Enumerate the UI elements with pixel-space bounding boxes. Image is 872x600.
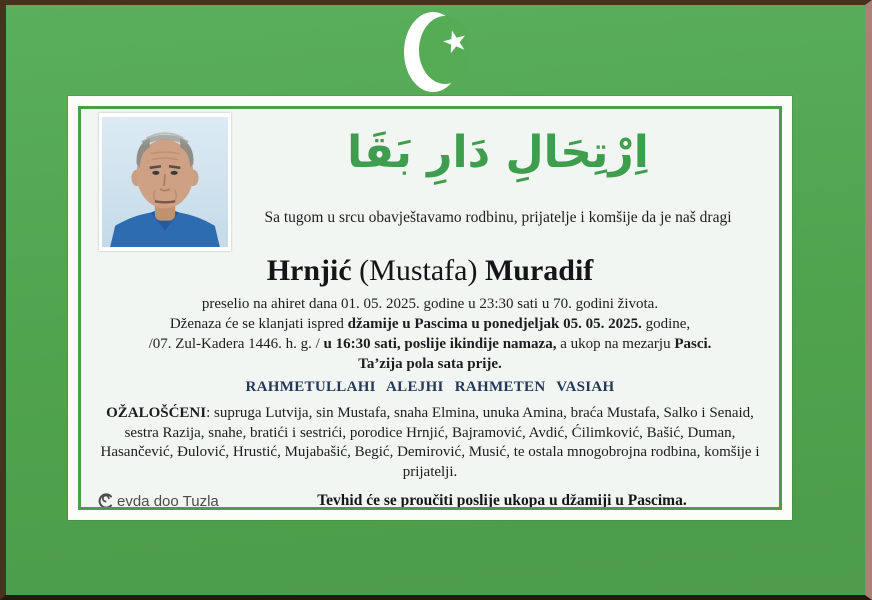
- tazija-line: Ta’zija pola sata prije.: [358, 356, 502, 372]
- agency-signature: [97, 492, 283, 510]
- card-header-row: [99, 113, 765, 251]
- sevda-logo-icon: [97, 492, 115, 510]
- calligraphy-column: [231, 113, 765, 251]
- intro-text: Sa tugom u srcu obavještavamo rodbinu, prijatelje i komšije da je naš dragi: [264, 209, 732, 226]
- portrait-photo: [99, 113, 231, 251]
- funeral-details-line: Dženaza će se klanjati ispred džamije u Pascima u ponedjeljak 05. 05. 2025. godine,: [169, 316, 691, 332]
- deceased-given-name: Muradif: [484, 254, 594, 287]
- agency-name: evda doo Tuzla: [117, 492, 219, 510]
- crescent-and-star-icon: [402, 10, 476, 94]
- card-footer-row: [97, 492, 761, 510]
- card-frame: [78, 106, 782, 510]
- hijri-date-line: /07. Zul-Kadera 1446. h. g. / u 16:30 sati, poslije ikindije namaza, a ukop na mezarju Pasci.: [148, 336, 712, 352]
- deceased-father-name: (Mustafa): [351, 254, 485, 287]
- memorial-card: [68, 96, 792, 520]
- death-details-line: preselio na ahiret dana 01. 05. 2025. godine u 23:30 sati u 70. godini života.: [201, 296, 659, 312]
- deceased-name: [81, 253, 779, 289]
- deceased-surname: Hrnjić: [266, 254, 352, 287]
- tevhid-note: Tevhid će se proučiti poslije ukopa u džamiji u Pascima.: [317, 492, 687, 509]
- arabic-calligraphy: اِرْتِحَالِ دَارِ بَقَا: [347, 127, 649, 178]
- announcement-lines: [89, 294, 771, 374]
- prayer-text: RAHMETULLAHI ALEJHI RAHMETEN VASIAH: [245, 379, 615, 395]
- mourners-paragraph: [99, 404, 761, 482]
- mourners-list: : supruga Lutvija, sin Mustafa, snaha Elmina, unuka Amina, braća Mustafa, Salko i Senaid, sestra Razija, snahe, bratići i sestrići, porodice Hrnjić, Bajramović, Avdić, Ćilimković, Bašić, Duman, Hasančević, Đulović, Hrustić, Mujabašić, Begić, Demirović, Musić, te ostala mnogobrojna rodbina, komšije i prijatelji.: [100, 405, 760, 480]
- mourners-label: OŽALOŠĆENI: [106, 405, 207, 421]
